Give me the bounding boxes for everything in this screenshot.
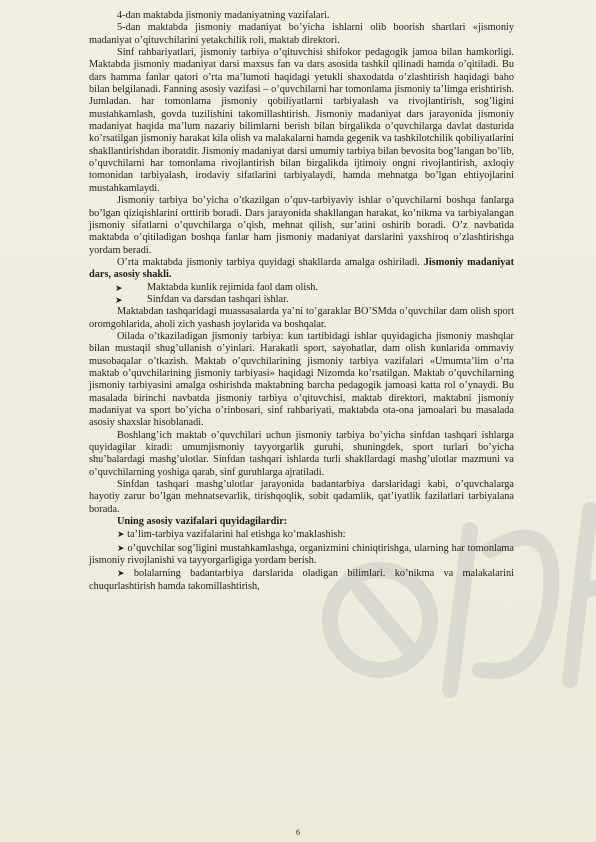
arrow-bullet-icon: ➤ (117, 542, 125, 553)
paragraph-4: Jismoniy tarbiya bo’yicha o’tkazilgan o’quv-tarbiyaviy ishlar o’quvchilarni boshqa fanlarga bo’lgan qiziqishlarini orttirib boradi. Dars jarayonida shakllangan harakat, ko’nikma va tarbiyalangan jismoniy sifatlarni o’quvchilarga o’qish, mehnat qilish, sur’atini oshirib boradi. O’z navbatida maktabda o’qitiladigan boshqa fanlar ham jismoniy madaniyat darslarini yaxshiroq o’zlashtirishga yordam beradi. (89, 195, 514, 256)
paragraph-5 (89, 257, 514, 282)
document-body (89, 10, 514, 593)
arrow-bullet-icon: ➤ (117, 568, 125, 579)
list-item (89, 294, 514, 306)
arrow-bullet-icon: ➤ (117, 529, 125, 540)
task-item (89, 528, 514, 541)
arrow-bullet-icon: ➤ (115, 294, 123, 305)
list-item-text: Sinfdan va darsdan tashqari ishlar. (147, 293, 289, 305)
paragraph-6: Maktabdan tashqaridagi muassasalarda ya’ni to’garaklar BO’SMda o’quvchilar dam olish sport oromgohlarida, aholi zich yashash joylarida va boshqalar. (89, 306, 514, 330)
arrow-bullet-icon: ➤ (115, 282, 123, 293)
paragraph-3: Sinf rahbariyatlari, jismoniy tarbiya o’qituvchisi shifokor pedagogik jamoa bilan hamkorligi. Maktabda jismoniy madaniyat darsi maxsus fan va dars asosida tashkil qilinadi hamda o’qitiladi. Bu dars hamma fanlar qatori o’rta ma’lumoti haqidagi yetukli shaxodatda o’zlashtirish haqidagi baho bilan belgilanadi. Fanning asosiy vazifasi – o’quvchilarni har tomonlama jismoniy ta’limga erishtirish. Jumladan. har tomonlama jismoniy qobiliyatlarni tarbiyalash va rivojlantirish, sog’ligini mustahkamlash, govda tuzilishini takomillashtirish. Jismoniy madaniyat dars jarayonida jismoniy madaniyat haqida ma’lum nazariy bilimlarni berish bilan birgalikda o’quvchilarga davlat dasturida ko’rsatilgan jismoniy harakat kila olish va malakalarni hamda gegenik va tashkilotchilik qobiliyatlarini shakllantirishdan iboratdir. Jismoniy madaniyat darsi umumiy tarbiya bilan bevosita bog’langan bo’lib, o’quvchilarni har tomonlama rivojlantirish bilan birgalikda ijtimoiy ongni rivojlantirish, axloqiy tomonidan tarbiyalash, irodaviy sifatlarini tarbiyalaydi, hamda mehnatga bo’lgan ehtiyojlarini mustahkamlaydi. (89, 47, 514, 194)
paragraph-5-bold: Jismoniy madaniyat dars, asosiy shakli. (89, 256, 515, 281)
paragraph-7: Oilada o’tkaziladigan jismoniy tarbiya: kun tartibidagi ishlar quyidagicha jismoniy mashqlar bilan mustaqil shug’ullanish o’yinlari. Harakatli sport, sayohatlar, dam olish kunlarida ommaviy musobaqalar o’tkazish. Maktab o’quvchilarining jismoniy tarbiya vazifalari «Umumta’lim o’rta maktab o’quvchilarining jismoniy tarbiyasi» haqidagi Nizomda ko’rsatilgan. Maktab o’quvchilarning jismoniy tarbiyasini amalga oshirishda maktabning barcha pedagogik jamoasi katta rol o’ynaydi. Bu masalada birinchi navbatda jismoniy tarbiya o’qituvchisi, maktab direktori, maktabni jismoniy madaniyat va sport bo’yicha o’rinbosari, sinf rahbariyati, maktabda ota-ona jamoalari bu masalada asosiy shaxslar hisoblanadi. (89, 330, 514, 429)
task-item (89, 542, 514, 568)
paragraph-9: Sinfdan tashqari mashg’ulotlar jarayonida badantarbiya darslaridagi kabi, o’quvchalarga hayotiy zarur bo’lgan mehnatsevarlik, tirishqoqlik, sobit qadamlik, qat’iyatlik fazilatlari tarbiyalana borada. (89, 479, 514, 515)
paragraph-5-text: O’rta maktabda jismoniy tarbiya quyidagi shakllarda amalga oshiriladi. (117, 256, 420, 268)
task-item-text: o’quvchilar sog’ligini mustahkamlashga, organizmini chiniqtirishga, ularning har tomonlama jismoniy rivojlanishi va tayyorgarligiga yordam berish. (89, 542, 514, 567)
page-number: 6 (296, 828, 300, 837)
task-item-text: bolalarning badantarbiya darslarida oladigan bilimlari. ko’nikma va malakalarini chuqurlashtirish hamda takomillashtirish, (89, 568, 514, 592)
list-item-text: Maktabda kunlik rejimida faol dam olish. (147, 281, 319, 293)
task-item-text: ta’lim-tarbiya vazifalarini hal etishga ko’maklashish: (127, 529, 346, 541)
paragraph-8: Boshlang’ich maktab o’quvchilari uchun jismoniy tarbiya bo’yicha sinfdan tashqari ishlarga quyidagilar kiradi: umumjismoniy tayyorgarlik guruhi, shuningdek, sport turlari bo’yicha shu’balardagi mashg’ulotlar. Sinfdan tashqari ishlarda turli shakllardagi mashg’ulotlar mazmuni va o’quvchilarning yoshiga qarab, sinf guruhlarga ajratiladi. (89, 429, 514, 478)
paragraph-1: 4-dan maktabda jismoniy madaniyatning vazifalari. (117, 10, 330, 21)
task-item (89, 567, 514, 593)
section-heading: Uning asosiy vazifalari quyidagilardir: (117, 516, 288, 528)
list-item (89, 282, 514, 294)
paragraph-2: 5-dan maktabda jismoniy madaniyat bo’yicha ishlarni olib boorish shartlari «jismoniy madaniyat o’qituvchilarini yetakchilik roli, maktab direktori. (89, 22, 514, 46)
